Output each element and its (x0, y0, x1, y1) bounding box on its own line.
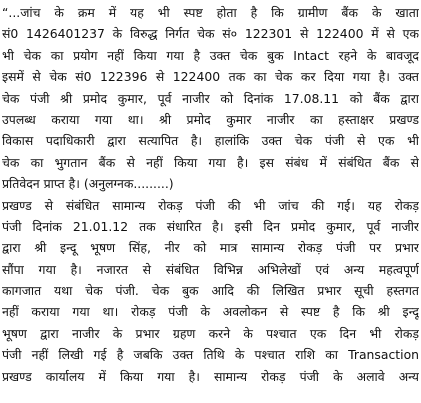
text-line: उपलब्ध कराया गया था। श्री प्रमोद कुमार नाजीर का हस्ताक्षर प्रखण्ड (2, 111, 419, 127)
text-line: भूषण द्वारा नाजीर के प्रभार ग्रहण करने के पश्चात एक दिन भी रोकड़ (2, 325, 419, 341)
text-line: विकास पदाधिकारी द्वारा सत्यापित है। हालांकि उक्त चेक पंजी से एक भी (2, 133, 419, 149)
text-line: नहीं कराया गया था। रोकड़ पंजी के अवलोकन से स्पष्ट है कि श्री इन्दू (2, 304, 419, 320)
text-line: सौंपा गया है। नजारत से संबंधित विभिन्न अभिलेखों एवं अन्य महत्वपूर्ण (2, 261, 419, 277)
text-line: कागजात यथा चेक पंजी. चेक बुक आदि की लिखित प्रभार सूची हस्तगत (2, 283, 419, 299)
paragraph-2 (2, 195, 419, 388)
text-line: प्रखण्ड से संबंधित सामान्य रोकड़ पंजी की भी जांच की गई। यह रोकड़ (2, 197, 419, 213)
text-line: इसमें से चेक सं0 122396 से 122400 तक का चेक कर दिया गया है। उक्त (2, 69, 419, 85)
text-line: चेक का भुगतान बैंक से नहीं किया गया है। इस संबंध में संबंधित बैंक से (2, 154, 419, 170)
text-line: द्वारा श्री इन्दू भूषण सिंह, नीर को मात्र सामान्य रोकड़ पंजी पर प्रभार (2, 240, 419, 256)
text-line: भी चेक का प्रयोग नहीं किया गया है उक्त चेक बुक Intact रहने के बावजूद (2, 47, 419, 63)
text-line: पंजी दिनांक 21.01.12 तक संधारित है। इसी दिन प्रमोद कुमार, पूर्व नाजीर (2, 218, 419, 234)
text-line: पंजी नहीं लिखी गई है जबकि उक्त तिथि के पश्चात राशि का Transaction (2, 347, 419, 363)
text-line: सं0 1426401237 के विरुद्ध निर्गत चेक सं० 122301 से 122400 में से एक (2, 26, 419, 42)
text-line: चेक पंजी श्री प्रमोद कुमार, पूर्व नाजीर को दिनांक 17.08.11 को बैंक द्वारा (2, 90, 419, 106)
text-line: “...जांच के क्रम में यह भी स्पष्ट होता है कि ग्रामीण बैंक के खाता (2, 5, 419, 20)
text-line: प्रखण्ड कार्यालय में किया गया है। सामान्य रोकड़ पंजी के अलावे अन्य (2, 368, 419, 384)
paragraph-1 (2, 2, 419, 195)
text-line: प्रतिवेदन प्राप्त है। (अनुलग्नक.........) (2, 176, 174, 192)
document-page (2, 2, 419, 387)
